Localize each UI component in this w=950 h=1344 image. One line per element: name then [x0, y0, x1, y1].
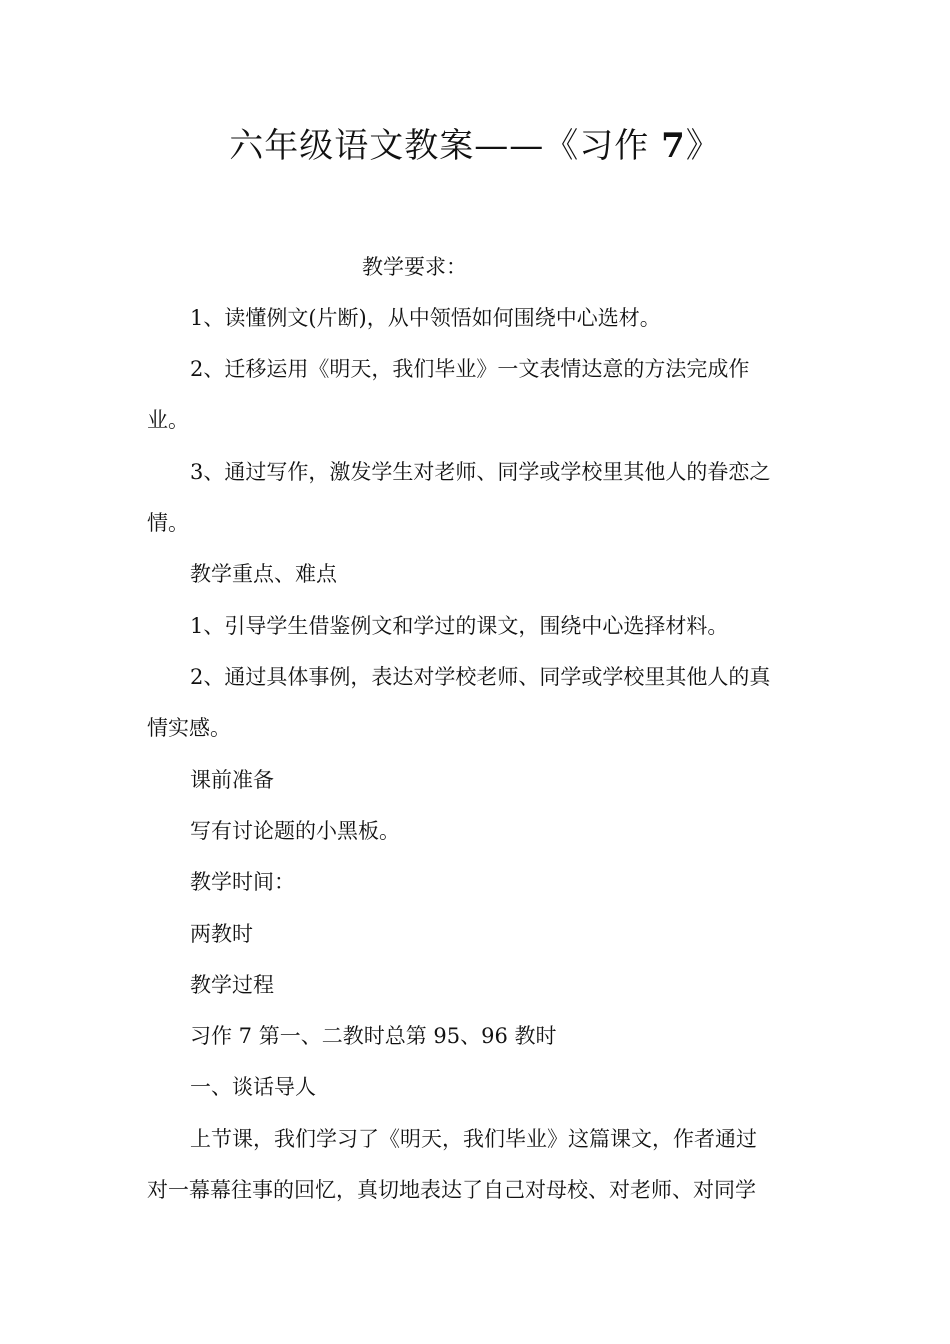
section-heading-process: 教学过程 — [190, 973, 274, 997]
paragraph-line: 情。 — [147, 511, 189, 535]
section-heading-preparation: 课前准备 — [190, 768, 274, 792]
paragraph-line: 3、通过写作，激发学生对老师、同学或学校里其他人的眷恋之 — [190, 460, 771, 484]
paragraph-line: 两教时 — [190, 922, 253, 946]
paragraph-line: 写有讨论题的小黑板。 — [190, 819, 400, 843]
paragraph-line: 1、引导学生借鉴例文和学过的课文，围绕中心选择材料。 — [190, 614, 729, 638]
paragraph-line: 2、通过具体事例，表达对学校老师、同学或学校里其他人的真 — [190, 665, 771, 689]
paragraph-line: 业。 — [147, 408, 189, 432]
section-heading-time: 教学时间： — [190, 870, 295, 894]
paragraph-line: 2、迁移运用《明天，我们毕业》一文表情达意的方法完成作 — [190, 357, 750, 381]
paragraph-line: 1、读懂例文(片断)，从中领悟如何围绕中心选材。 — [190, 306, 661, 330]
section-heading-requirements: 教学要求： — [362, 255, 467, 279]
title-number: 7 — [661, 126, 686, 166]
paragraph-line: 情实感。 — [147, 716, 231, 740]
title-close: 》 — [685, 126, 721, 166]
section-heading-intro: 一、谈话导人 — [190, 1075, 316, 1099]
document-title — [0, 124, 950, 168]
section-heading-key-points: 教学重点、难点 — [190, 562, 337, 586]
paragraph-line: 上节课，我们学习了《明天，我们毕业》这篇课文，作者通过 — [190, 1127, 757, 1151]
paragraph-line: 对一幕幕往事的回忆，真切地表达了自己对母校、对老师、对同学 — [147, 1178, 756, 1202]
title-text: 六年级语文教案——《习作 — [229, 126, 662, 166]
paragraph-line: 习作 7 第一、二教时总第 95、96 教时 — [190, 1024, 557, 1048]
